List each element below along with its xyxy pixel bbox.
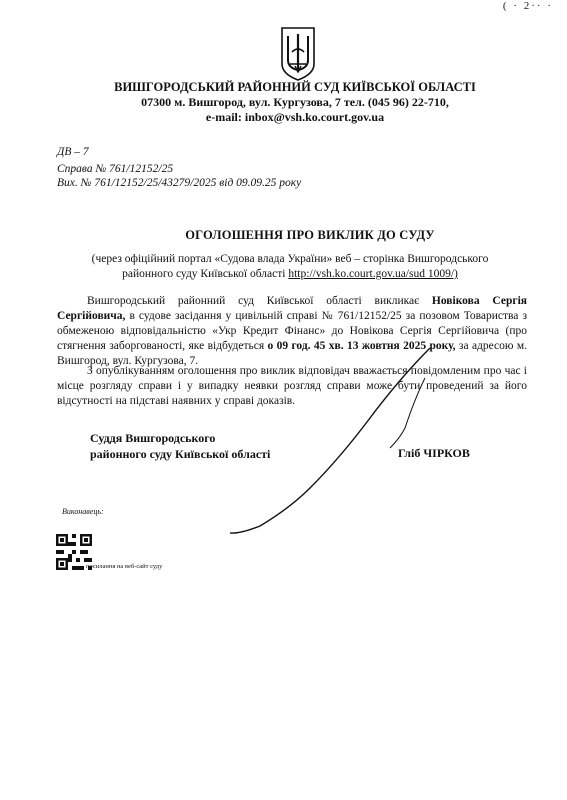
notice-paragraph: З опублікуванням оголошення про виклик відповідач вважається повідомленим про час і місце розгляду справи і у випадку неявки розгляд справи може бути проведений за його відсутності на підставі наявних у справі доказів.: [57, 365, 527, 407]
case-number: Справа № 761/12152/25: [57, 163, 174, 175]
document-subtitle: [80, 252, 500, 282]
judge-name: Гліб ЧІРКОВ: [398, 446, 470, 460]
paragraph-text: Вишгородський районний суд Київської області викликає: [87, 295, 432, 307]
document-code: ДВ – 7: [57, 146, 89, 158]
judge-title-line2: районного суду Київської області: [90, 447, 271, 461]
qr-caption: посилання на веб-сайт суду: [86, 563, 163, 570]
signature-block: [90, 430, 270, 462]
court-name: ВИШГОРОДСЬКИЙ РАЙОННИЙ СУД КИЇВСЬКОЇ ОБЛАСТІ: [114, 80, 476, 94]
judge-title-line1: Суддя Вишгородського: [90, 431, 216, 445]
trident-emblem-icon: [278, 26, 318, 82]
subtitle-text: (через офіційний портал «Судова влада України» веб – сторінка Вишгородського районного суду Київської області: [91, 253, 489, 280]
paragraph-text: в судове засідання у цивільній справі № 761/12152/25 за позовом Товариства з обмеженою відповідальністю «Укр Кредит Фінанс» до Новікова Сергія Сергійовича (про стягнення заборгованості, яке відбудеться: [57, 310, 527, 352]
court-website-link[interactable]: http://vsh.ko.court.gov.ua/sud 1009/): [288, 268, 458, 280]
defendant-name: Новікова Сергія Сергійовича,: [57, 295, 527, 322]
paragraph-text: за адресою м. Вишгород, вул. Кургузова, 7.: [57, 340, 527, 367]
court-address: 07300 м. Вишгород, вул. Кургузова, 7 тел. (045 96) 22-710,: [141, 95, 449, 109]
executor-label: Виконавець:: [62, 507, 104, 516]
court-email: e-mail: inbox@vsh.ko.court.gov.ua: [205, 110, 385, 124]
corner-mark: ( · 2·· ·: [502, 0, 553, 12]
outgoing-number: Вих. № 761/12152/25/43279/2025 від 09.09.25 року: [57, 177, 302, 189]
hearing-datetime: о 09 год. 45 хв. 13 жовтня 2025 року,: [267, 340, 456, 352]
document-title: ОГОЛОШЕННЯ ПРО ВИКЛИК ДО СУДУ: [185, 228, 435, 242]
